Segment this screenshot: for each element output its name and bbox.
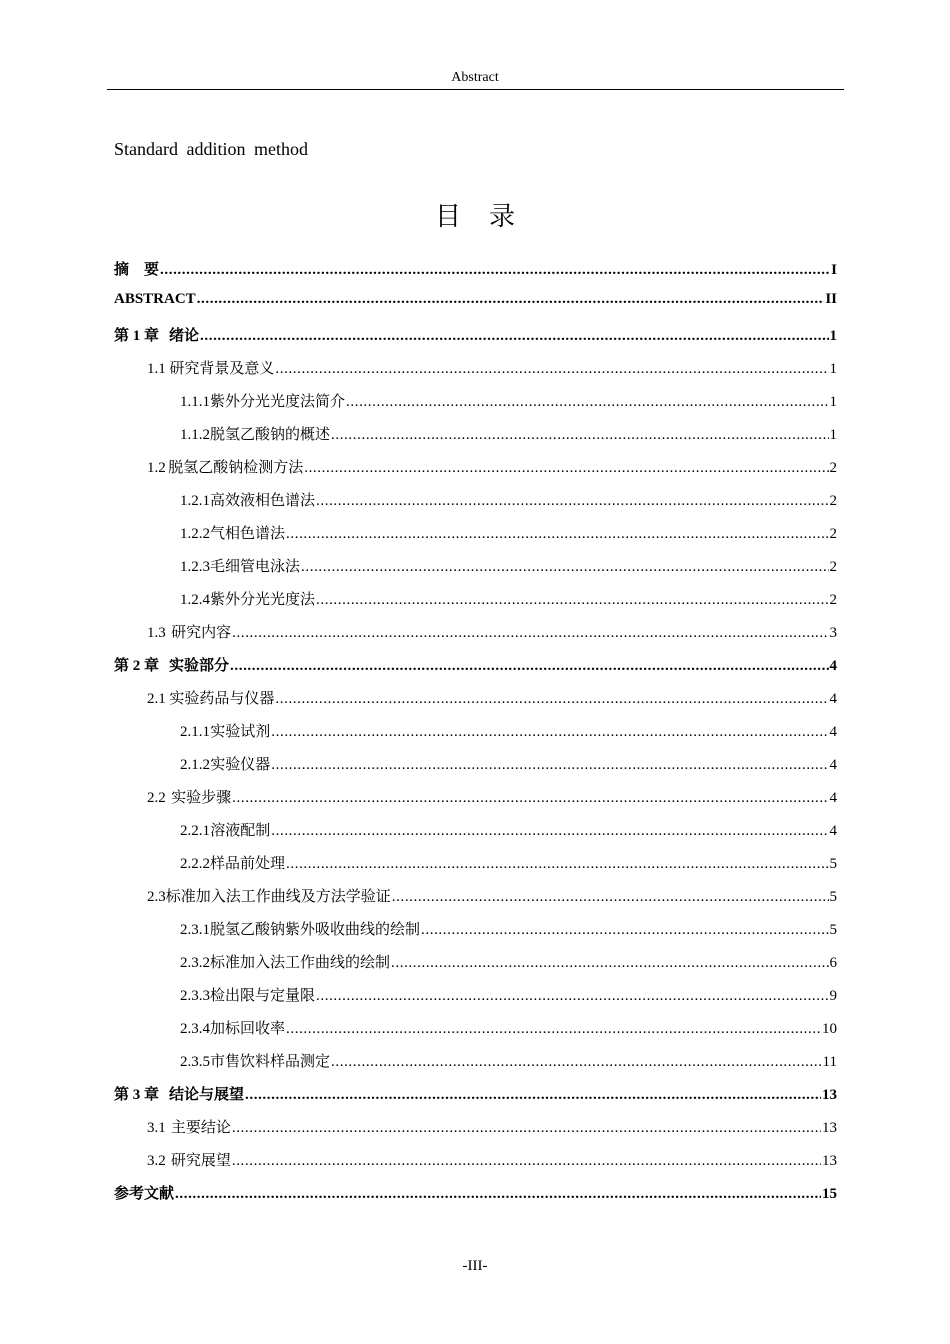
toc-entry-number: 1.1.2 <box>180 427 210 443</box>
toc-entry-page: 13 <box>822 1153 837 1169</box>
toc-entry[interactable] <box>114 984 837 1017</box>
toc-entry-title: 实验部分 <box>169 658 230 674</box>
toc-title: 目录 <box>434 202 543 231</box>
toc-entry-number: 2.1.1 <box>180 724 210 740</box>
toc-entry-number: 2.3.5 <box>180 1054 210 1070</box>
toc-entry-title: ABSTRACT <box>114 291 196 307</box>
toc-entry[interactable] <box>114 819 837 852</box>
toc-entry-number: 2.3 <box>147 889 166 905</box>
toc-entry[interactable] <box>114 588 837 621</box>
toc-dot-leader <box>275 691 828 708</box>
toc-dot-leader <box>301 559 828 576</box>
toc-entry-page: 13 <box>822 1120 837 1136</box>
toc-dot-leader <box>316 988 828 1005</box>
toc-entry-number: 2.2.2 <box>180 856 210 872</box>
toc-entry-page: 6 <box>829 955 837 971</box>
toc-entry-title: 脱氢乙酸钠紫外吸收曲线的绘制 <box>210 922 421 938</box>
toc-dot-leader <box>346 394 828 411</box>
toc-entry-title: 脱氢乙酸钠的概述 <box>210 427 331 443</box>
toc-entry[interactable] <box>114 357 837 390</box>
toc-dot-leader <box>232 1153 821 1170</box>
toc-entry-title: 毛细管电泳法 <box>210 559 301 575</box>
page-header-title: Abstract <box>451 70 499 85</box>
toc-entry-title: 样品前处理 <box>210 856 286 872</box>
toc-entry-page: 4 <box>829 691 837 707</box>
toc-entry-title: 加标回收率 <box>210 1021 286 1037</box>
toc-entry-page: 13 <box>822 1087 837 1103</box>
toc-entry-number: 2.3.2 <box>180 955 210 971</box>
toc-entry-title: 研究内容 <box>171 625 232 641</box>
toc-dot-leader <box>271 724 828 741</box>
toc-entry[interactable] <box>114 390 837 423</box>
toc-entry-number: 1.2.2 <box>180 526 210 542</box>
toc-entry-number: 第 3 章 <box>114 1087 160 1103</box>
toc-entry-page: 10 <box>822 1021 837 1037</box>
toc-entry-page: 1 <box>829 394 837 410</box>
toc-entry-title: 标准加入法工作曲线及方法学验证 <box>165 889 391 905</box>
toc-entry-title: 实验试剂 <box>210 724 271 740</box>
toc-entry-page: 2 <box>829 460 837 476</box>
toc-entry-number: 2.2.1 <box>180 823 210 839</box>
toc-entry[interactable] <box>114 786 837 819</box>
toc-dot-leader <box>331 1054 822 1071</box>
toc-entry[interactable] <box>114 687 837 720</box>
toc-entry-page: 1 <box>829 427 837 443</box>
toc-dot-leader <box>160 262 830 279</box>
toc-entry[interactable] <box>114 324 837 357</box>
toc-entry[interactable] <box>114 621 837 654</box>
toc-entry-number: 1.2 <box>147 460 166 476</box>
toc-entry-page: 2 <box>829 559 837 575</box>
toc-entry-number: 1.2.1 <box>180 493 210 509</box>
toc-entry[interactable] <box>114 1017 837 1050</box>
toc-entry-title: 紫外分光光度法 <box>210 592 316 608</box>
toc-entry-page: 2 <box>829 526 837 542</box>
toc-entry[interactable] <box>114 918 837 951</box>
toc-dot-leader <box>245 1087 821 1104</box>
toc-entry-title: 溶液配制 <box>210 823 271 839</box>
toc-entry-page: 4 <box>829 823 837 839</box>
toc-entry-title: 紫外分光光度法简介 <box>210 394 346 410</box>
toc-dot-leader <box>275 361 828 378</box>
toc-entry-title: 结论与展望 <box>169 1087 245 1103</box>
toc-dot-leader <box>197 291 825 308</box>
toc-dot-leader <box>316 493 828 510</box>
toc-dot-leader <box>286 1021 821 1038</box>
toc-entry-title: 研究展望 <box>170 1153 231 1169</box>
toc-entry-title: 市售饮料样品测定 <box>210 1054 331 1070</box>
toc-entry-title: 高效液相色谱法 <box>210 493 316 509</box>
toc-entry-page: 4 <box>829 790 837 806</box>
toc-entry[interactable] <box>114 555 837 588</box>
toc-entry-title: 实验药品与仪器 <box>169 691 275 707</box>
toc-entry-page: 5 <box>829 856 837 872</box>
toc-entry-title: 标准加入法工作曲线的绘制 <box>210 955 391 971</box>
toc-entry-page: 4 <box>829 658 837 674</box>
toc-entry-title: 脱氢乙酸钠检测方法 <box>168 460 304 476</box>
toc-entry-number: 2.3.1 <box>180 922 210 938</box>
toc-entry-number: 1.2.3 <box>180 559 210 575</box>
toc-entry-title: 气相色谱法 <box>210 526 286 542</box>
toc-entry-page: I <box>831 262 837 278</box>
toc-entry-number: 2.3.3 <box>180 988 210 1004</box>
toc-entry[interactable] <box>114 291 837 324</box>
toc-entry-number: 2.1 <box>147 691 166 707</box>
page-number: -III- <box>462 1258 488 1274</box>
toc-dot-leader <box>175 1186 821 1203</box>
toc-entry-title: 检出限与定量限 <box>210 988 316 1004</box>
toc-entry-number: 1.1 <box>147 361 166 377</box>
toc-dot-leader <box>392 889 829 906</box>
toc-entry[interactable] <box>114 753 837 786</box>
toc-dot-leader <box>271 757 828 774</box>
toc-entry-number: 1.3 <box>147 625 166 641</box>
toc-entry[interactable] <box>114 1116 837 1149</box>
toc-entry-page: II <box>825 291 837 307</box>
toc-dot-leader <box>391 955 828 972</box>
toc-entry[interactable] <box>114 1083 837 1116</box>
toc-dot-leader <box>232 1120 821 1137</box>
toc-entry-page: 5 <box>829 922 837 938</box>
toc-entry-title: 绪论 <box>169 328 200 344</box>
toc-dot-leader <box>286 856 828 873</box>
toc-entry-page: 2 <box>829 493 837 509</box>
toc-dot-leader <box>421 922 828 939</box>
toc-entry-page: 4 <box>829 724 837 740</box>
toc-entry-page: 2 <box>829 592 837 608</box>
toc-entry-number: 3.1 <box>147 1120 166 1136</box>
toc-dot-leader <box>331 427 828 444</box>
header-rule <box>107 89 844 90</box>
toc-entry[interactable] <box>114 852 837 885</box>
toc-dot-leader <box>232 625 828 642</box>
toc-entry[interactable] <box>114 1050 837 1083</box>
toc-dot-leader <box>304 460 828 477</box>
toc-entry[interactable] <box>114 423 837 456</box>
toc-dot-leader <box>286 526 828 543</box>
toc-entry[interactable] <box>114 720 837 753</box>
toc-entry[interactable] <box>114 522 837 555</box>
toc-entry-page: 11 <box>822 1054 837 1070</box>
toc-entry-page: 5 <box>829 889 837 905</box>
toc-entry-page: 3 <box>829 625 837 641</box>
toc-entry-title: 摘 要 <box>114 262 160 278</box>
toc-entry-title: 参考文献 <box>114 1186 175 1202</box>
toc-entry-title: 实验步骤 <box>171 790 232 806</box>
toc-entry[interactable] <box>114 456 837 489</box>
toc-dot-leader <box>271 823 828 840</box>
toc-entry[interactable] <box>114 885 837 918</box>
toc-entry[interactable] <box>114 1149 837 1182</box>
toc-entry[interactable] <box>114 489 837 522</box>
toc-entry-page: 9 <box>829 988 837 1004</box>
toc-entry-number: 2.1.2 <box>180 757 210 773</box>
toc-entry-number: 第 1 章 <box>114 328 160 344</box>
toc-entry-number: 1.1.1 <box>180 394 210 410</box>
toc-entry-number: 第 2 章 <box>114 658 160 674</box>
toc-dot-leader <box>316 592 828 609</box>
toc-entry[interactable] <box>114 1182 837 1215</box>
toc-entry-number: 1.2.4 <box>180 592 210 608</box>
toc-entry-title: 研究背景及意义 <box>169 361 275 377</box>
toc-entry-page: 15 <box>822 1186 837 1202</box>
toc-entry-page: 4 <box>829 757 837 773</box>
toc-entry-number: 2.2 <box>147 790 166 806</box>
toc-entry-number: 2.3.4 <box>180 1021 210 1037</box>
toc-entry-page: 1 <box>829 361 837 377</box>
table-of-contents <box>114 258 837 1215</box>
toc-entry-title: 实验仪器 <box>210 757 271 773</box>
toc-dot-leader <box>232 790 828 807</box>
toc-dot-leader <box>200 328 828 345</box>
toc-entry-number: 3.2 <box>147 1153 166 1169</box>
toc-dot-leader <box>230 658 828 675</box>
toc-entry-title: 主要结论 <box>170 1120 231 1136</box>
keywords-line: Standard addition method <box>114 139 308 159</box>
toc-entry-page: 1 <box>829 328 837 344</box>
toc-entry[interactable] <box>114 654 837 687</box>
toc-entry[interactable] <box>114 258 837 291</box>
toc-entry[interactable] <box>114 951 837 984</box>
